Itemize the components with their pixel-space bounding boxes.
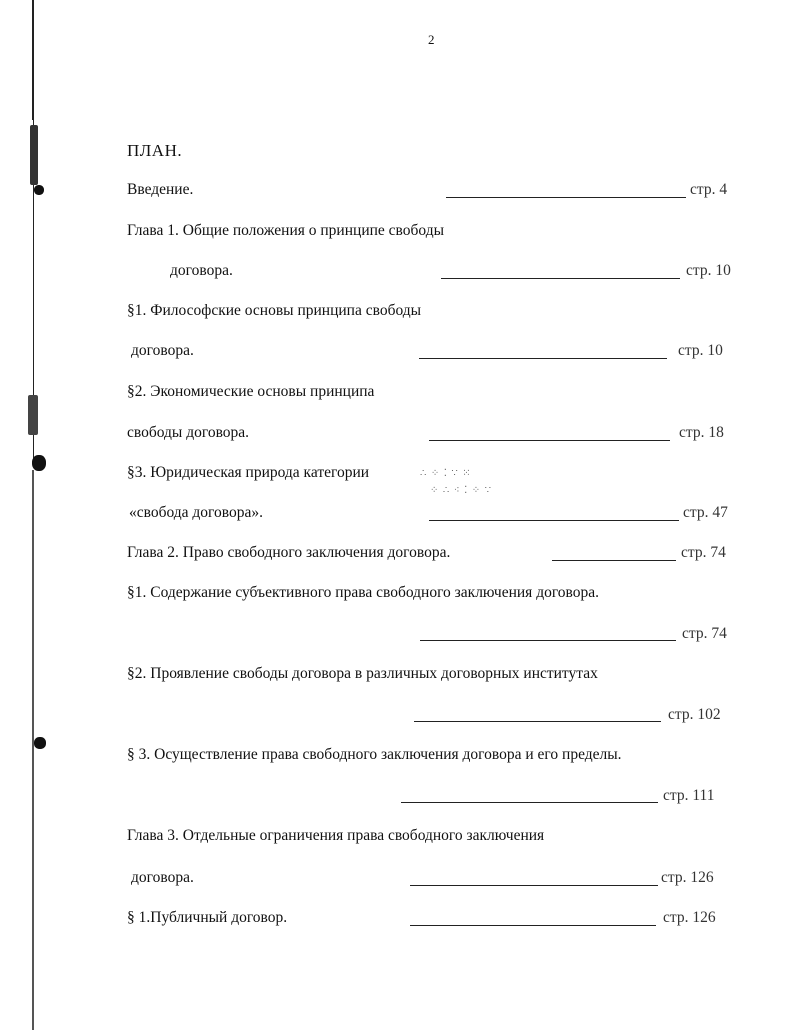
toc-page-number: стр. 10: [686, 262, 731, 279]
toc-leader-line: [420, 640, 676, 641]
toc-entry-text-continued: «свобода договора».: [129, 504, 263, 521]
toc-entry-text: Глава 2. Право свободного заключения договора.: [127, 544, 451, 561]
toc-entry-text-continued: свободы договора.: [127, 424, 250, 441]
toc-leader-line: [410, 885, 658, 886]
toc-entry-text: Глава 1. Общие положения о принципе свободы: [127, 222, 444, 239]
toc-page-number: стр. 74: [681, 544, 726, 561]
toc-entry-text: §1. Содержание субъективного права свободного заключения договора.: [127, 584, 600, 601]
toc-entry-text: §2. Проявление свободы договора в различных договорных институтах: [127, 665, 598, 682]
page-number: 2: [428, 32, 435, 47]
toc-page-number: стр. 4: [690, 181, 728, 198]
toc-leader-line: [401, 802, 658, 803]
scan-noise: ⁘ ∴ ⁖ ⁚ ⁘ ∵: [430, 485, 493, 496]
toc-entry-text: §1. Философские основы принципа свободы: [127, 302, 422, 319]
toc-leader-line: [429, 520, 679, 521]
toc-entry-text-continued: договора.: [131, 869, 194, 886]
toc-leader-line: [410, 925, 656, 926]
toc-entry-text: Глава 3. Отдельные ограничения права свободного заключения: [127, 827, 545, 844]
toc-entry-text-continued: договора.: [131, 342, 194, 359]
toc-page-number: стр. 10: [678, 342, 723, 359]
toc-page-number: стр. 74: [682, 625, 727, 642]
toc-entry-text: § 1.Публичный договор.: [127, 909, 288, 926]
toc-leader-line: [419, 358, 667, 359]
toc-page-number: стр. 126: [661, 869, 714, 886]
toc-page-number: стр. 18: [679, 424, 724, 441]
toc-leader-line: [429, 440, 670, 441]
scan-noise: ∴ ⁘ ⁚ ∵ ⁙: [420, 468, 472, 479]
toc-entry-text: § 3. Осуществление права свободного заключения договора и его пределы.: [127, 746, 622, 763]
toc-leader-line: [414, 721, 661, 722]
toc-leader-line: [446, 197, 686, 198]
toc-leader-line: [552, 560, 676, 561]
toc-entry-text-continued: договора.: [170, 262, 233, 279]
toc-page-number: стр. 111: [663, 787, 715, 804]
plan-title: ПЛАН.: [127, 141, 183, 160]
toc-page-number: стр. 126: [663, 909, 716, 926]
toc-page-number: стр. 47: [683, 504, 728, 521]
toc-page-number: стр. 102: [668, 706, 721, 723]
toc-entry-text: Введение.: [127, 181, 194, 198]
scan-edge-artifact: [30, 0, 36, 1034]
toc-entry-text: §2. Экономические основы принципа: [127, 383, 375, 400]
toc-entry-text: §3. Юридическая природа категории: [127, 464, 370, 481]
toc-leader-line: [441, 278, 680, 279]
